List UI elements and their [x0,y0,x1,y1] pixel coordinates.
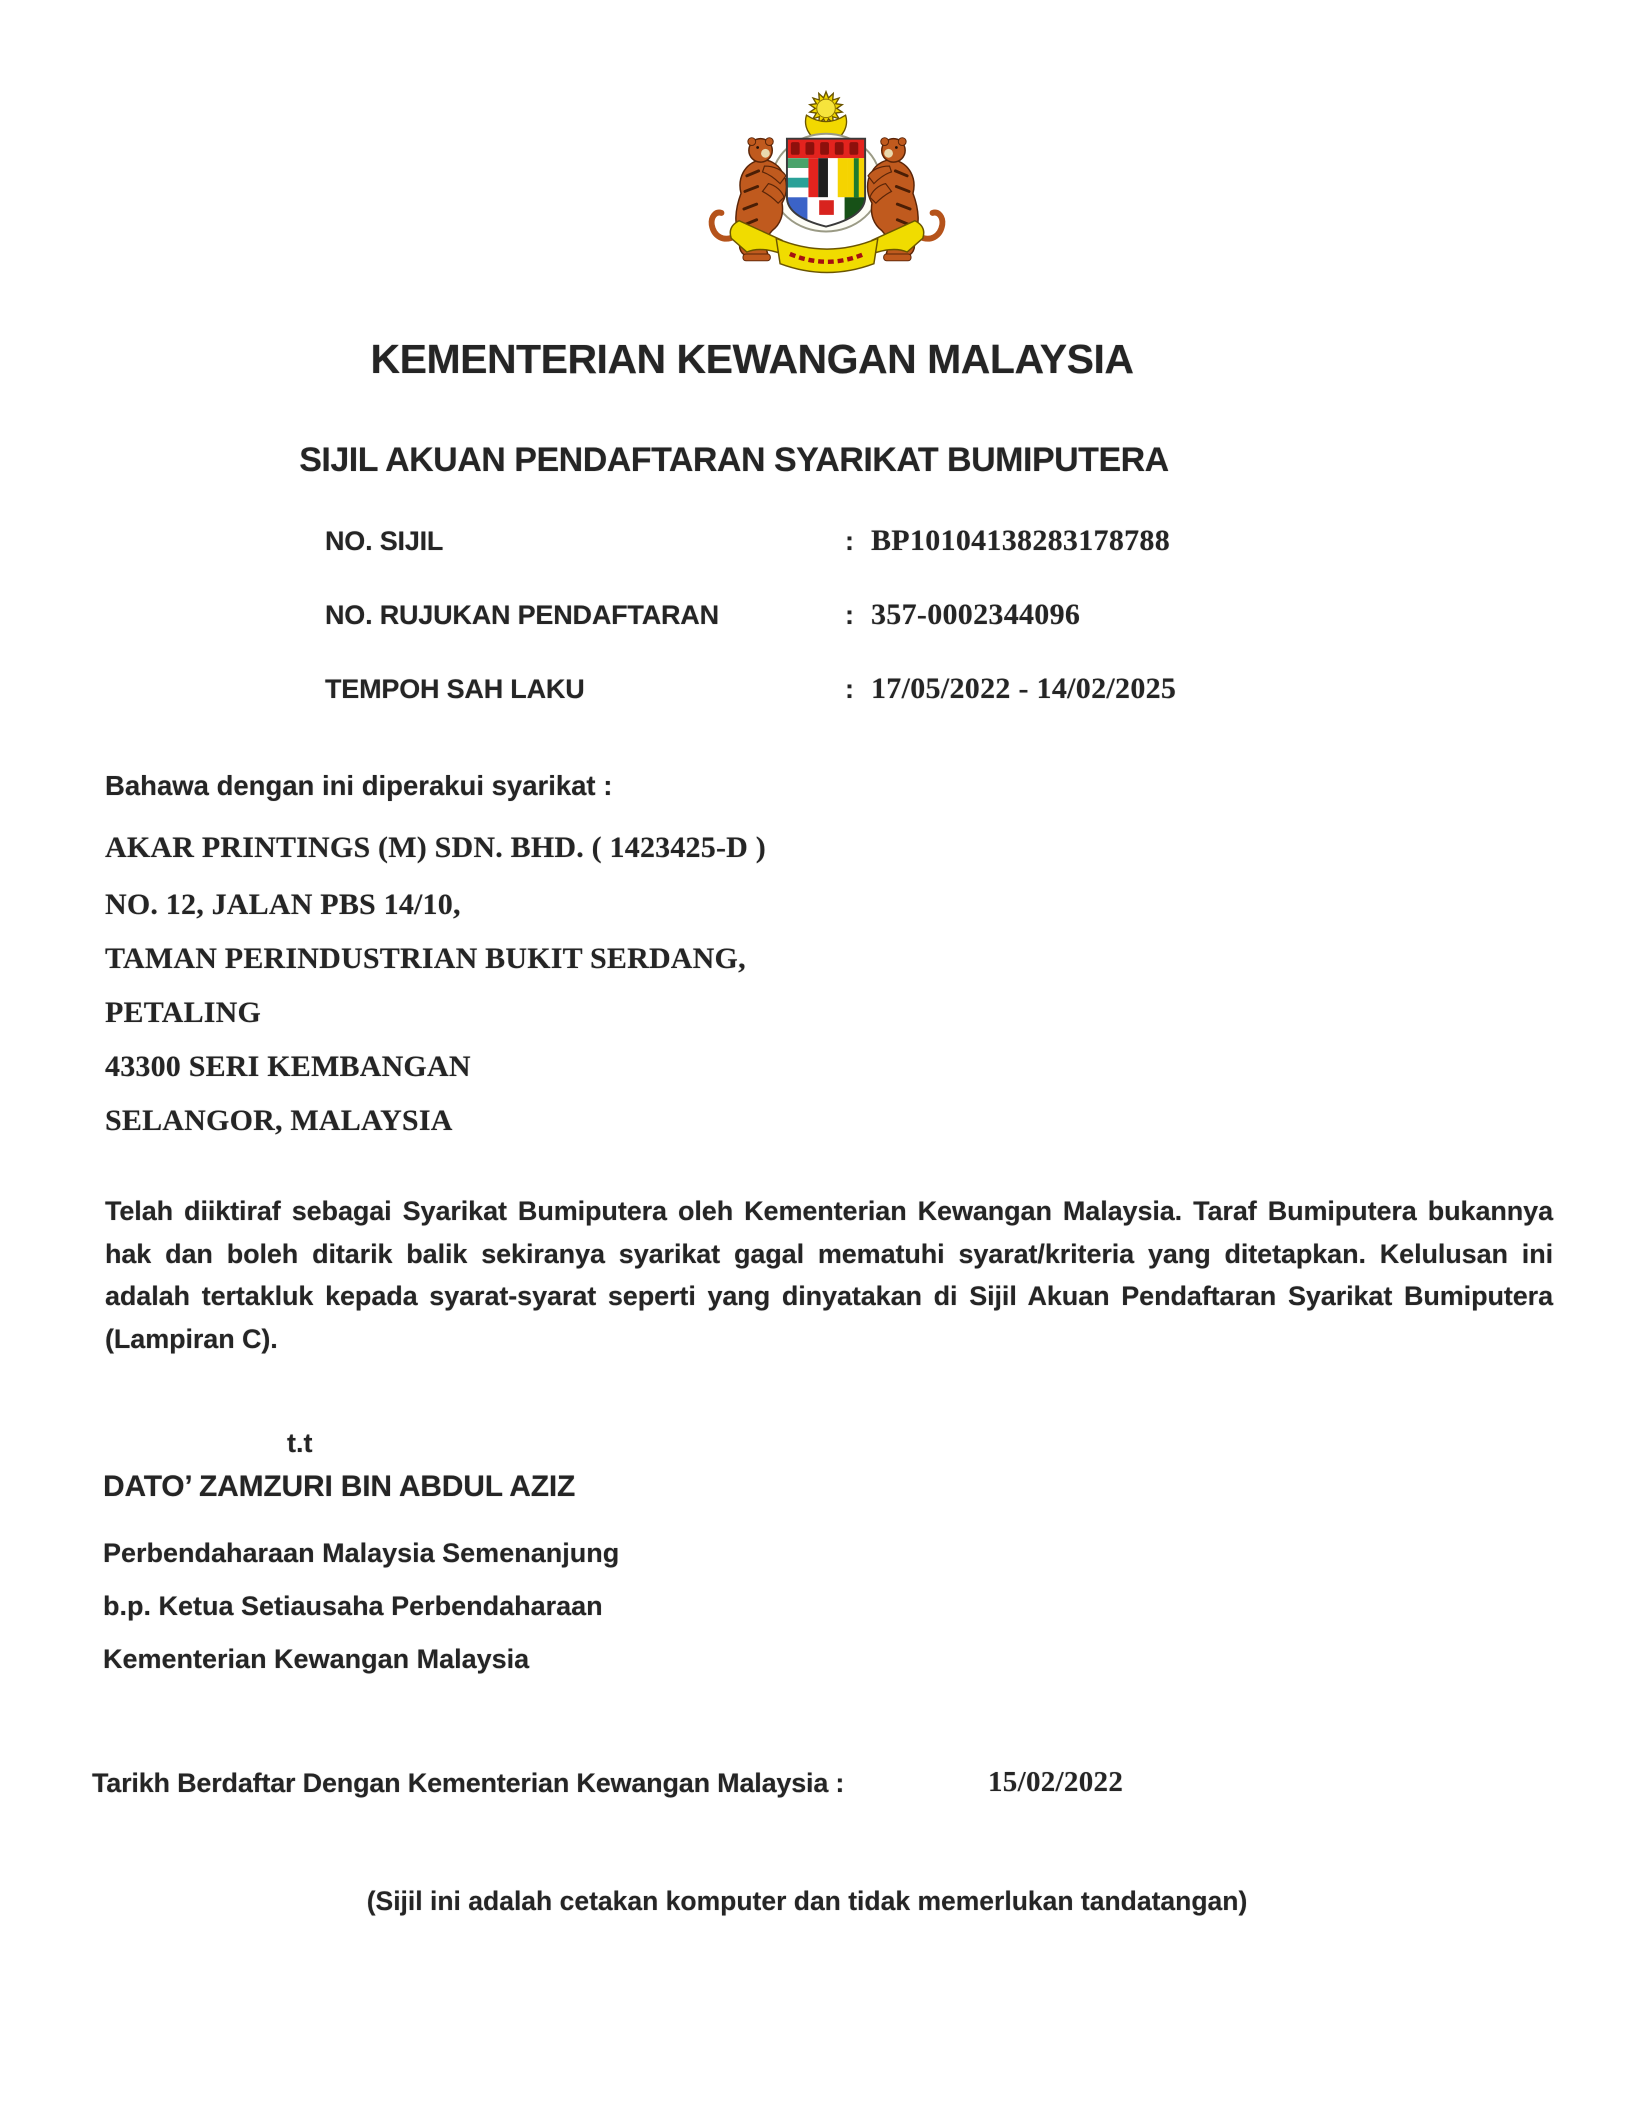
field-value-tempoh-sah-laku: 17/05/2022 - 14/02/2025 [871,672,1177,705]
signatory-org-line: Kementerian Kewangan Malaysia [103,1644,530,1674]
company-address [105,888,746,1158]
field-row-no-sijil [325,524,1170,558]
field-colon: : [845,600,854,630]
signatory-organization [103,1538,619,1697]
field-label-no-sijil: NO. SIJIL [325,526,444,556]
field-colon: : [845,526,854,556]
address-line: NO. 12, JALAN PBS 14/10, [105,888,461,921]
address-line: TAMAN PERINDUSTRIAN BUKIT SERDANG, [105,942,746,975]
signatory-name: DATO’ ZAMZURI BIN ABDUL AZIZ [103,1470,576,1503]
field-value-no-sijil: BP10104138283178788 [871,524,1171,557]
registration-date-value: 15/02/2022 [988,1766,1124,1798]
field-label-no-rujukan: NO. RUJUKAN PENDAFTARAN [325,600,719,630]
computer-printed-note: (Sijil ini adalah cetakan komputer dan tidak memerlukan tandatangan) [366,1886,1248,1916]
address-line: SELANGOR, MALAYSIA [105,1104,453,1137]
malaysia-coat-of-arms-icon [694,82,960,295]
address-line: PETALING [105,996,262,1029]
field-row-tempoh-sah-laku [325,672,1176,706]
field-row-no-rujukan [325,598,1080,632]
company-name: AKAR PRINTINGS (M) SDN. BHD. ( 1423425-D ) [105,831,766,864]
field-colon: : [845,674,854,704]
signatory-org-line: Perbendaharaan Malaysia Semenanjung [103,1538,620,1568]
address-line: 43300 SERI KEMBANGAN [105,1050,471,1083]
signatory-org-line: b.p. Ketua Setiausaha Perbendaharaan [103,1591,603,1621]
field-value-no-rujukan: 357-0002344096 [871,598,1081,631]
field-label-tempoh-sah-laku: TEMPOH SAH LAKU [325,674,585,704]
ministry-title: KEMENTERIAN KEWANGAN MALAYSIA [370,336,1134,382]
shield-icon [787,139,865,256]
company-intro-text: Bahawa dengan ini diperakui syarikat : [105,770,613,801]
registration-date-label: Tarikh Berdaftar Dengan Kementerian Kewangan Malaysia : [92,1768,845,1798]
declaration-paragraph: Telah diiktiraf sebagai Syarikat Bumiputera oleh Kementerian Kewangan Malaysia. Taraf Bumiputera bukannya hak dan boleh ditarik balik sekiranya syarikat gagal mematuhi syarat/kriteria yang ditetapkan. Kelulusan ini adalah tertakluk kepada syarat-syarat seperti yang dinyatakan di Sijil Akuan Pendaftaran Syarikat Bumiputera (Lampiran C). [105,1196,1553,1354]
certificate-title: SIJIL AKUAN PENDAFTARAN SYARIKAT BUMIPUTERA [299,441,1169,479]
signed-tt-mark: t.t [287,1428,313,1458]
